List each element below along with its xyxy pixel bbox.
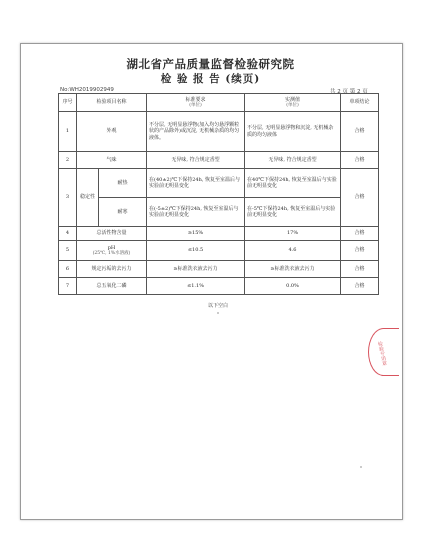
- row-standard: ≥标准洗衣液去污力: [147, 261, 245, 278]
- page-info: 共 2 页 第 2 页: [330, 89, 368, 95]
- row-conclusion: 合格: [341, 278, 379, 295]
- header-seq: 序号: [59, 94, 77, 112]
- row-seq: 6: [59, 261, 77, 278]
- table-row: [59, 169, 379, 198]
- table-row: [59, 112, 379, 152]
- row-item: 总活性物含量: [77, 227, 147, 241]
- row-conclusion: 合格: [341, 241, 379, 261]
- row-standard: ≤1.1%: [147, 278, 245, 295]
- institute-title: 湖北省产品质量监督检验研究院: [126, 57, 295, 71]
- row-item: 总五氧化二磷: [77, 278, 147, 295]
- row-result: 0.0%: [245, 278, 341, 295]
- row-conclusion: 合格: [341, 261, 379, 278]
- row-conclusion: 合格: [341, 112, 379, 152]
- table-header-row: [59, 94, 379, 112]
- row-result: 17%: [245, 227, 341, 241]
- table-row: [59, 152, 379, 169]
- row-standard: 无异味, 符合规定香型: [147, 152, 245, 169]
- row-item: [77, 241, 147, 261]
- header-conclusion: 单项结论: [341, 94, 379, 112]
- header-standard: [147, 94, 245, 112]
- row-result: ≥标准洗衣液去污力: [245, 261, 341, 278]
- row-result: 无异味, 符合规定香型: [245, 152, 341, 169]
- row-conclusion: 合格: [341, 169, 379, 227]
- speck: [217, 312, 219, 314]
- header-item: 检验项目名称: [77, 94, 147, 112]
- speck: [360, 466, 362, 468]
- report-title: 检 验 报 告 (续页): [160, 73, 261, 85]
- table-row: [59, 241, 379, 261]
- row-standard: 在(-5±2)℃下保持24h, 恢复至室温后与实验前无明显变化: [147, 198, 245, 227]
- row-item: 气味: [77, 152, 147, 169]
- table-row: [59, 278, 379, 295]
- row-result: 在40℃下保持24h, 恢复至室温后与实验前无明显变化: [245, 169, 341, 198]
- row-standard: 不分层, 无明显悬浮物(加入均匀悬浮颗粒状的产品除外)或沉淀, 无机械杂质的均匀液体。: [147, 112, 245, 152]
- row-standard: ≤10.5: [147, 241, 245, 261]
- row-seq: 7: [59, 278, 77, 295]
- row-seq: 1: [59, 112, 77, 152]
- header-standard-unit: (单位): [189, 102, 202, 108]
- row-seq: 3: [59, 169, 77, 227]
- row-result: 在-5℃下保持24h, 恢复至室温后与实验前无明显变化: [245, 198, 341, 227]
- end-note: 以下空白: [207, 303, 228, 309]
- row-result: 不分层, 无明显悬浮物和沉淀, 无机械杂质的均匀液体: [245, 112, 341, 152]
- row-seq: 5: [59, 241, 77, 261]
- row-conclusion: 合格: [341, 152, 379, 169]
- report-number: No:WH2019902949: [60, 87, 114, 93]
- row-subitem: 耐寒: [99, 198, 147, 227]
- row-standard: 在(40±2)℃下保持24h, 恢复至室温后与实验前无明显变化: [147, 169, 245, 198]
- header-result-unit: (单位): [286, 102, 299, 108]
- row-standard: ≥15%: [147, 227, 245, 241]
- row-seq: 2: [59, 152, 77, 169]
- table-row: [59, 227, 379, 241]
- header-result: [245, 94, 341, 112]
- table-row: [59, 198, 379, 227]
- header-result-label: 实测值: [285, 96, 301, 103]
- row-item-sub: (25℃, 1%水溶液): [92, 250, 131, 256]
- table-row: [59, 261, 379, 278]
- stamp-text: 检验专用章: [376, 340, 388, 367]
- official-stamp: [368, 328, 399, 376]
- row-conclusion: 合格: [341, 227, 379, 241]
- row-seq: 4: [59, 227, 77, 241]
- row-item: 外观: [77, 112, 147, 152]
- row-subitem: 耐热: [99, 169, 147, 198]
- row-result: 4.6: [245, 241, 341, 261]
- row-item-label: pH: [107, 244, 116, 251]
- row-item: 规定污垢的去污力: [77, 261, 147, 278]
- header-standard-label: 标准要求: [185, 96, 206, 103]
- inspection-table: [58, 93, 379, 295]
- row-item: 稳定性: [77, 169, 99, 227]
